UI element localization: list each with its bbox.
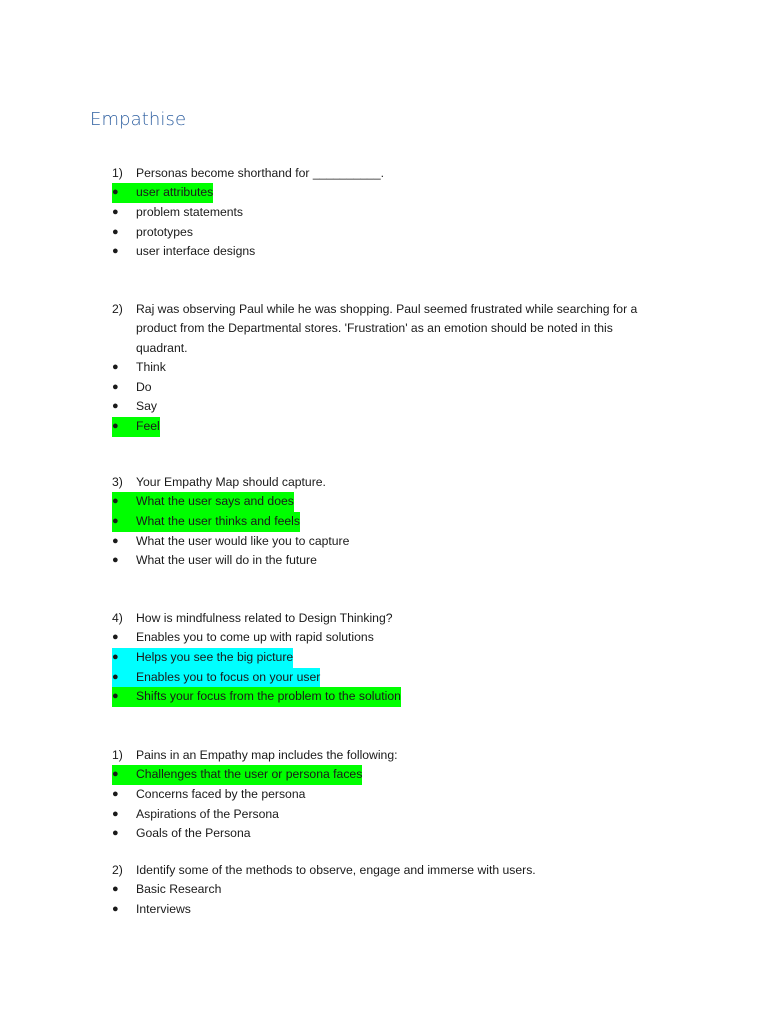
bullet-icon: ● (112, 512, 136, 532)
question-number: 2) (112, 302, 123, 316)
answer-option (0, 824, 768, 844)
bullet-icon: ● (112, 183, 136, 203)
bullet-icon: ● (112, 902, 119, 915)
bullet-icon: ● (112, 648, 136, 668)
answer-option (0, 900, 768, 920)
answer-option (0, 242, 768, 262)
answer-option (0, 785, 768, 805)
question-text: quadrant. (136, 340, 188, 355)
answer-option-text: Aspirations of the Persona (136, 806, 279, 821)
answer-option-text: What the user would like you to capture (136, 533, 350, 548)
bullet-icon: ● (112, 668, 136, 688)
bullet-icon: ● (112, 687, 136, 707)
question-number: 3) (112, 475, 123, 489)
question-line (0, 473, 768, 492)
answer-option-text: Interviews (136, 901, 191, 916)
answer-option (0, 203, 768, 223)
answer-option-text: Shifts your focus from the problem to the solution (136, 687, 401, 707)
bullet-icon: ● (112, 245, 119, 258)
bullet-icon: ● (112, 534, 119, 547)
answer-option-text: Basic Research (136, 882, 222, 897)
question-text: Raj was observing Paul while he was shopping. Paul seemed frustrated while searching for a (136, 302, 638, 316)
bullet-icon: ● (112, 225, 119, 238)
answer-option (0, 223, 768, 243)
answer-option-text: Challenges that the user or persona faces (136, 765, 362, 785)
question-number: 2) (112, 863, 123, 877)
answer-option-text: user interface designs (136, 244, 256, 259)
question-block (0, 861, 768, 920)
answer-option-text: Concerns faced by the persona (136, 786, 306, 801)
question-number: 1) (112, 166, 123, 180)
page-heading: Empathise (90, 109, 187, 130)
bullet-icon: ● (112, 883, 119, 896)
answer-option-text: prototypes (136, 224, 193, 239)
question-text: Your Empathy Map should capture. (136, 475, 326, 489)
bullet-icon: ● (112, 787, 119, 800)
question-line (0, 339, 768, 358)
answer-option (0, 183, 768, 203)
answer-option (0, 687, 768, 707)
answer-option (0, 378, 768, 398)
bullet-icon: ● (112, 807, 119, 820)
answer-option-text: Enables you to focus on your user (136, 668, 320, 688)
answer-option-text: Think (136, 360, 166, 375)
question-line (0, 164, 768, 183)
answer-option-text: Helps you see the big picture (136, 648, 293, 668)
question-line (0, 319, 768, 338)
question-block (0, 746, 768, 844)
question-text: product from the Departmental stores. 'Frustration' as an emotion should be noted in this (136, 321, 613, 336)
question-number: 1) (112, 748, 123, 762)
answer-option (0, 551, 768, 571)
answer-option-text: problem statements (136, 204, 244, 219)
question-line (0, 861, 768, 880)
question-line (0, 746, 768, 765)
answer-option (0, 358, 768, 378)
answer-option-text: What the user says and does (136, 492, 294, 512)
answer-option (0, 880, 768, 900)
bullet-icon: ● (112, 417, 136, 437)
bullet-icon: ● (112, 554, 119, 567)
bullet-icon: ● (112, 400, 119, 413)
answer-option (0, 765, 768, 785)
bullet-icon: ● (112, 380, 119, 393)
answer-option (0, 397, 768, 417)
answer-option (0, 805, 768, 825)
answer-option (0, 492, 768, 512)
question-block (0, 300, 768, 437)
question-text: Personas become shorthand for __________. (136, 166, 384, 180)
question-text: Identify some of the methods to observe, engage and immerse with users. (136, 863, 536, 877)
bullet-icon: ● (112, 205, 119, 218)
question-text: Pains in an Empathy map includes the following: (136, 748, 398, 762)
answer-option (0, 668, 768, 688)
answer-option (0, 417, 768, 437)
answer-option-text: Enables you to come up with rapid solutions (136, 630, 374, 645)
question-block (0, 164, 768, 262)
answer-option (0, 512, 768, 532)
bullet-icon: ● (112, 492, 136, 512)
bullet-icon: ● (112, 827, 119, 840)
question-number: 4) (112, 611, 123, 625)
answer-option-text: Do (136, 379, 152, 394)
question-block (0, 609, 768, 707)
answer-option-text: user attributes (136, 183, 213, 203)
bullet-icon: ● (112, 361, 119, 374)
bullet-icon: ● (112, 765, 136, 785)
answer-option-text: Say (136, 399, 158, 414)
question-line (0, 609, 768, 628)
answer-option-text: Feel (136, 417, 160, 437)
answer-option (0, 648, 768, 668)
answer-option (0, 628, 768, 648)
answer-option-text: What the user will do in the future (136, 553, 317, 568)
answer-option (0, 532, 768, 552)
question-text: How is mindfulness related to Design Thinking? (136, 611, 393, 625)
answer-option-text: What the user thinks and feels (136, 512, 300, 532)
question-block (0, 473, 768, 571)
question-line (0, 300, 768, 319)
answer-option-text: Goals of the Persona (136, 826, 251, 841)
bullet-icon: ● (112, 631, 119, 644)
